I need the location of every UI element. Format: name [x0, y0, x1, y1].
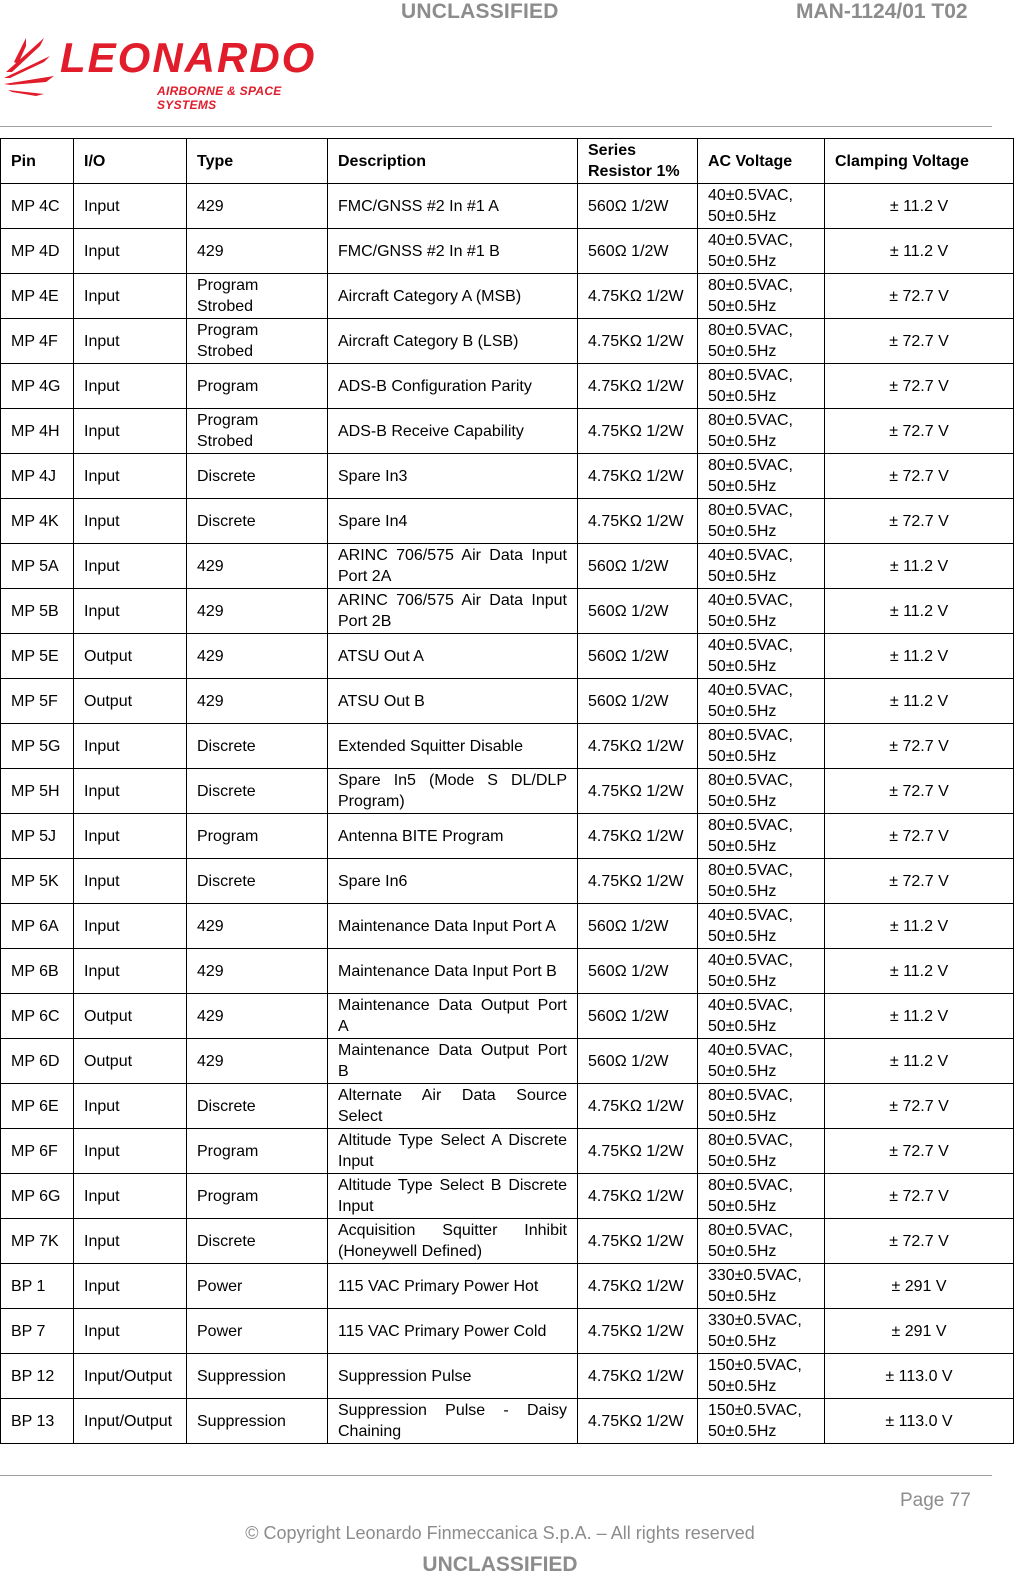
type-cell: Program	[187, 1129, 328, 1174]
type-cell: Program	[187, 364, 328, 409]
type-cell: Discrete	[187, 454, 328, 499]
resistor-cell: 4.75KΩ 1/2W	[578, 1174, 698, 1219]
table-row	[1, 364, 1014, 409]
type-cell: Discrete	[187, 1219, 328, 1264]
io-cell: Input	[74, 949, 187, 994]
io-cell: Input	[74, 1309, 187, 1354]
table-row	[1, 814, 1014, 859]
io-cell: Input	[74, 454, 187, 499]
table-row	[1, 1354, 1014, 1399]
io-cell: Input	[74, 1129, 187, 1174]
ac-voltage-cell: 40±0.5VAC, 50±0.5Hz	[698, 1039, 825, 1084]
description-cell: Altitude Type Select A Discrete Input	[328, 1129, 578, 1174]
resistor-cell: 4.75KΩ 1/2W	[578, 499, 698, 544]
resistor-cell: 4.75KΩ 1/2W	[578, 814, 698, 859]
table-row	[1, 409, 1014, 454]
column-header: I/O	[74, 139, 187, 184]
io-cell: Input	[74, 184, 187, 229]
table-row	[1, 634, 1014, 679]
description-cell: 115 VAC Primary Power Cold	[328, 1309, 578, 1354]
description-cell: ATSU Out B	[328, 679, 578, 724]
resistor-cell: 560Ω 1/2W	[578, 949, 698, 994]
column-header: Series Resistor 1%	[578, 139, 698, 184]
ac-voltage-cell: 40±0.5VAC, 50±0.5Hz	[698, 229, 825, 274]
table-row	[1, 1039, 1014, 1084]
type-cell: Discrete	[187, 724, 328, 769]
description-cell: Maintenance Data Output Port A	[328, 994, 578, 1039]
ac-voltage-cell: 80±0.5VAC, 50±0.5Hz	[698, 364, 825, 409]
type-cell: 429	[187, 904, 328, 949]
column-header: Type	[187, 139, 328, 184]
resistor-cell: 4.75KΩ 1/2W	[578, 769, 698, 814]
resistor-cell: 560Ω 1/2W	[578, 679, 698, 724]
description-cell: Spare In4	[328, 499, 578, 544]
description-cell: ATSU Out A	[328, 634, 578, 679]
io-cell: Input	[74, 904, 187, 949]
io-cell: Input	[74, 409, 187, 454]
resistor-cell: 4.75KΩ 1/2W	[578, 1354, 698, 1399]
clamping-voltage-cell: ± 72.7 V	[825, 274, 1014, 319]
pin-cell: MP 4J	[1, 454, 74, 499]
resistor-cell: 4.75KΩ 1/2W	[578, 1084, 698, 1129]
io-cell: Output	[74, 679, 187, 724]
io-cell: Input	[74, 364, 187, 409]
resistor-cell: 560Ω 1/2W	[578, 229, 698, 274]
pin-cell: MP 4E	[1, 274, 74, 319]
description-cell: Aircraft Category B (LSB)	[328, 319, 578, 364]
type-cell: Suppression	[187, 1399, 328, 1444]
ac-voltage-cell: 40±0.5VAC, 50±0.5Hz	[698, 904, 825, 949]
pin-cell: MP 5G	[1, 724, 74, 769]
clamping-voltage-cell: ± 11.2 V	[825, 1039, 1014, 1084]
ac-voltage-cell: 80±0.5VAC, 50±0.5Hz	[698, 409, 825, 454]
io-cell: Input	[74, 814, 187, 859]
type-cell: 429	[187, 679, 328, 724]
type-cell: Power	[187, 1309, 328, 1354]
table-row	[1, 679, 1014, 724]
ac-voltage-cell: 80±0.5VAC, 50±0.5Hz	[698, 1129, 825, 1174]
ac-voltage-cell: 40±0.5VAC, 50±0.5Hz	[698, 589, 825, 634]
type-cell: 429	[187, 634, 328, 679]
ac-voltage-cell: 80±0.5VAC, 50±0.5Hz	[698, 769, 825, 814]
clamping-voltage-cell: ± 72.7 V	[825, 1174, 1014, 1219]
io-cell: Input	[74, 1174, 187, 1219]
resistor-cell: 560Ω 1/2W	[578, 994, 698, 1039]
pin-cell: MP 6C	[1, 994, 74, 1039]
resistor-cell: 4.75KΩ 1/2W	[578, 1129, 698, 1174]
type-cell: 429	[187, 589, 328, 634]
pin-cell: MP 6B	[1, 949, 74, 994]
description-cell: Maintenance Data Output Port B	[328, 1039, 578, 1084]
header-divider	[0, 126, 992, 127]
pin-cell: MP 5K	[1, 859, 74, 904]
resistor-cell: 4.75KΩ 1/2W	[578, 1399, 698, 1444]
clamping-voltage-cell: ± 11.2 V	[825, 544, 1014, 589]
io-cell: Input	[74, 274, 187, 319]
description-cell: Spare In5 (Mode S DL/DLP Program)	[328, 769, 578, 814]
resistor-cell: 4.75KΩ 1/2W	[578, 454, 698, 499]
document-id: MAN-1124/01 T02	[796, 0, 968, 23]
table-header-row	[1, 139, 1014, 184]
clamping-voltage-cell: ± 11.2 V	[825, 229, 1014, 274]
logo-wordmark: LEONARDO	[60, 34, 317, 81]
ac-voltage-cell: 80±0.5VAC, 50±0.5Hz	[698, 1174, 825, 1219]
resistor-cell: 4.75KΩ 1/2W	[578, 724, 698, 769]
io-cell: Input	[74, 544, 187, 589]
ac-voltage-cell: 80±0.5VAC, 50±0.5Hz	[698, 859, 825, 904]
ac-voltage-cell: 80±0.5VAC, 50±0.5Hz	[698, 724, 825, 769]
description-cell: ADS-B Receive Capability	[328, 409, 578, 454]
footer-classification: UNCLASSIFIED	[422, 1553, 578, 1576]
copyright-notice: © Copyright Leonardo Finmeccanica S.p.A. – All rights reserved	[245, 1523, 755, 1543]
table-row	[1, 769, 1014, 814]
description-cell: Spare In3	[328, 454, 578, 499]
leonardo-logo	[0, 32, 330, 112]
pin-cell: MP 5F	[1, 679, 74, 724]
io-cell: Input	[74, 1219, 187, 1264]
io-cell: Output	[74, 634, 187, 679]
resistor-cell: 4.75KΩ 1/2W	[578, 319, 698, 364]
io-cell: Input	[74, 1264, 187, 1309]
type-cell: Program	[187, 1174, 328, 1219]
page-number: Page 77	[900, 1490, 971, 1511]
ac-voltage-cell: 80±0.5VAC, 50±0.5Hz	[698, 1219, 825, 1264]
pin-table	[0, 138, 1014, 1444]
io-cell: Input	[74, 589, 187, 634]
ac-voltage-cell: 40±0.5VAC, 50±0.5Hz	[698, 544, 825, 589]
table-row	[1, 1219, 1014, 1264]
pin-cell: MP 5A	[1, 544, 74, 589]
table-row	[1, 1129, 1014, 1174]
clamping-voltage-cell: ± 11.2 V	[825, 904, 1014, 949]
type-cell: 429	[187, 1039, 328, 1084]
clamping-voltage-cell: ± 11.2 V	[825, 184, 1014, 229]
table-row	[1, 499, 1014, 544]
pin-cell: MP 4H	[1, 409, 74, 454]
ac-voltage-cell: 80±0.5VAC, 50±0.5Hz	[698, 274, 825, 319]
clamping-voltage-cell: ± 72.7 V	[825, 454, 1014, 499]
type-cell: Program Strobed	[187, 274, 328, 319]
table-row	[1, 544, 1014, 589]
table-row	[1, 319, 1014, 364]
pin-cell: MP 6E	[1, 1084, 74, 1129]
clamping-voltage-cell: ± 11.2 V	[825, 679, 1014, 724]
resistor-cell: 4.75KΩ 1/2W	[578, 409, 698, 454]
ac-voltage-cell: 330±0.5VAC, 50±0.5Hz	[698, 1309, 825, 1354]
pin-cell: MP 4K	[1, 499, 74, 544]
pin-cell: MP 7K	[1, 1219, 74, 1264]
clamping-voltage-cell: ± 291 V	[825, 1264, 1014, 1309]
description-cell: Antenna BITE Program	[328, 814, 578, 859]
table-row	[1, 1264, 1014, 1309]
pin-cell: MP 6F	[1, 1129, 74, 1174]
clamping-voltage-cell: ± 72.7 V	[825, 409, 1014, 454]
pin-cell: MP 4G	[1, 364, 74, 409]
ac-voltage-cell: 80±0.5VAC, 50±0.5Hz	[698, 454, 825, 499]
io-cell: Input	[74, 724, 187, 769]
table-row	[1, 1309, 1014, 1354]
ac-voltage-cell: 40±0.5VAC, 50±0.5Hz	[698, 679, 825, 724]
pin-cell: MP 6G	[1, 1174, 74, 1219]
column-header: Description	[328, 139, 578, 184]
type-cell: Suppression	[187, 1354, 328, 1399]
type-cell: 429	[187, 229, 328, 274]
clamping-voltage-cell: ± 72.7 V	[825, 724, 1014, 769]
table-row	[1, 184, 1014, 229]
clamping-voltage-cell: ± 72.7 V	[825, 499, 1014, 544]
clamping-voltage-cell: ± 72.7 V	[825, 1219, 1014, 1264]
io-cell: Input/Output	[74, 1354, 187, 1399]
resistor-cell: 560Ω 1/2W	[578, 544, 698, 589]
type-cell: Program	[187, 814, 328, 859]
pin-cell: MP 6A	[1, 904, 74, 949]
io-cell: Input	[74, 229, 187, 274]
table-row	[1, 859, 1014, 904]
ac-voltage-cell: 80±0.5VAC, 50±0.5Hz	[698, 814, 825, 859]
clamping-voltage-cell: ± 11.2 V	[825, 589, 1014, 634]
column-header: Clamping Voltage	[825, 139, 1014, 184]
table-row	[1, 1084, 1014, 1129]
ac-voltage-cell: 150±0.5VAC, 50±0.5Hz	[698, 1399, 825, 1444]
clamping-voltage-cell: ± 72.7 V	[825, 814, 1014, 859]
type-cell: Discrete	[187, 1084, 328, 1129]
table-row	[1, 949, 1014, 994]
description-cell: ARINC 706/575 Air Data Input Port 2B	[328, 589, 578, 634]
pin-cell: MP 4D	[1, 229, 74, 274]
description-cell: Altitude Type Select B Discrete Input	[328, 1174, 578, 1219]
pin-cell: MP 4F	[1, 319, 74, 364]
resistor-cell: 4.75KΩ 1/2W	[578, 364, 698, 409]
resistor-cell: 4.75KΩ 1/2W	[578, 1219, 698, 1264]
clamping-voltage-cell: ± 72.7 V	[825, 1084, 1014, 1129]
ac-voltage-cell: 40±0.5VAC, 50±0.5Hz	[698, 994, 825, 1039]
pin-cell: MP 5E	[1, 634, 74, 679]
type-cell: 429	[187, 949, 328, 994]
clamping-voltage-cell: ± 72.7 V	[825, 859, 1014, 904]
table-row	[1, 724, 1014, 769]
description-cell: FMC/GNSS #2 In #1 A	[328, 184, 578, 229]
pin-cell: BP 13	[1, 1399, 74, 1444]
description-cell: ADS-B Configuration Parity	[328, 364, 578, 409]
resistor-cell: 560Ω 1/2W	[578, 1039, 698, 1084]
table-row	[1, 454, 1014, 499]
clamping-voltage-cell: ± 113.0 V	[825, 1354, 1014, 1399]
io-cell: Input	[74, 319, 187, 364]
clamping-voltage-cell: ± 11.2 V	[825, 994, 1014, 1039]
resistor-cell: 560Ω 1/2W	[578, 634, 698, 679]
type-cell: Program Strobed	[187, 409, 328, 454]
description-cell: Maintenance Data Input Port B	[328, 949, 578, 994]
table-row	[1, 1174, 1014, 1219]
description-cell: 115 VAC Primary Power Hot	[328, 1264, 578, 1309]
type-cell: 429	[187, 544, 328, 589]
description-cell: Suppression Pulse - Daisy Chaining	[328, 1399, 578, 1444]
type-cell: Discrete	[187, 499, 328, 544]
pin-cell: MP 4C	[1, 184, 74, 229]
clamping-voltage-cell: ± 72.7 V	[825, 364, 1014, 409]
table-row	[1, 1399, 1014, 1444]
ac-voltage-cell: 150±0.5VAC, 50±0.5Hz	[698, 1354, 825, 1399]
description-cell: Spare In6	[328, 859, 578, 904]
description-cell: Suppression Pulse	[328, 1354, 578, 1399]
pin-cell: MP 5H	[1, 769, 74, 814]
clamping-voltage-cell: ± 11.2 V	[825, 949, 1014, 994]
clamping-voltage-cell: ± 291 V	[825, 1309, 1014, 1354]
leonardo-logo-icon	[0, 32, 58, 98]
type-cell: Power	[187, 1264, 328, 1309]
io-cell: Input	[74, 859, 187, 904]
io-cell: Output	[74, 1039, 187, 1084]
clamping-voltage-cell: ± 72.7 V	[825, 319, 1014, 364]
pin-cell: MP 5B	[1, 589, 74, 634]
pin-cell: BP 7	[1, 1309, 74, 1354]
type-cell: 429	[187, 994, 328, 1039]
pin-cell: BP 12	[1, 1354, 74, 1399]
table-row	[1, 904, 1014, 949]
description-cell: Extended Squitter Disable	[328, 724, 578, 769]
table-row	[1, 274, 1014, 319]
table-row	[1, 994, 1014, 1039]
resistor-cell: 560Ω 1/2W	[578, 184, 698, 229]
table-row	[1, 229, 1014, 274]
io-cell: Input	[74, 769, 187, 814]
type-cell: Program Strobed	[187, 319, 328, 364]
clamping-voltage-cell: ± 113.0 V	[825, 1399, 1014, 1444]
clamping-voltage-cell: ± 11.2 V	[825, 634, 1014, 679]
pin-cell: BP 1	[1, 1264, 74, 1309]
resistor-cell: 560Ω 1/2W	[578, 904, 698, 949]
type-cell: 429	[187, 184, 328, 229]
description-cell: Acquisition Squitter Inhibit (Honeywell Defined)	[328, 1219, 578, 1264]
ac-voltage-cell: 80±0.5VAC, 50±0.5Hz	[698, 1084, 825, 1129]
ac-voltage-cell: 40±0.5VAC, 50±0.5Hz	[698, 184, 825, 229]
footer-divider	[0, 1475, 992, 1476]
ac-voltage-cell: 40±0.5VAC, 50±0.5Hz	[698, 949, 825, 994]
clamping-voltage-cell: ± 72.7 V	[825, 769, 1014, 814]
description-cell: Maintenance Data Input Port A	[328, 904, 578, 949]
logo-subtitle: AIRBORNE & SPACE SYSTEMS	[157, 84, 282, 112]
ac-voltage-cell: 330±0.5VAC, 50±0.5Hz	[698, 1264, 825, 1309]
io-cell: Output	[74, 994, 187, 1039]
column-header: AC Voltage	[698, 139, 825, 184]
type-cell: Discrete	[187, 859, 328, 904]
io-cell: Input	[74, 499, 187, 544]
description-cell: FMC/GNSS #2 In #1 B	[328, 229, 578, 274]
pin-cell: MP 5J	[1, 814, 74, 859]
type-cell: Discrete	[187, 769, 328, 814]
resistor-cell: 4.75KΩ 1/2W	[578, 859, 698, 904]
clamping-voltage-cell: ± 72.7 V	[825, 1129, 1014, 1174]
resistor-cell: 560Ω 1/2W	[578, 589, 698, 634]
resistor-cell: 4.75KΩ 1/2W	[578, 274, 698, 319]
table-row	[1, 589, 1014, 634]
description-cell: Aircraft Category A (MSB)	[328, 274, 578, 319]
resistor-cell: 4.75KΩ 1/2W	[578, 1264, 698, 1309]
ac-voltage-cell: 80±0.5VAC, 50±0.5Hz	[698, 319, 825, 364]
description-cell: Alternate Air Data Source Select	[328, 1084, 578, 1129]
ac-voltage-cell: 40±0.5VAC, 50±0.5Hz	[698, 634, 825, 679]
io-cell: Input/Output	[74, 1399, 187, 1444]
resistor-cell: 4.75KΩ 1/2W	[578, 1309, 698, 1354]
column-header: Pin	[1, 139, 74, 184]
header-classification: UNCLASSIFIED	[401, 0, 559, 23]
ac-voltage-cell: 80±0.5VAC, 50±0.5Hz	[698, 499, 825, 544]
pin-cell: MP 6D	[1, 1039, 74, 1084]
io-cell: Input	[74, 1084, 187, 1129]
description-cell: ARINC 706/575 Air Data Input Port 2A	[328, 544, 578, 589]
